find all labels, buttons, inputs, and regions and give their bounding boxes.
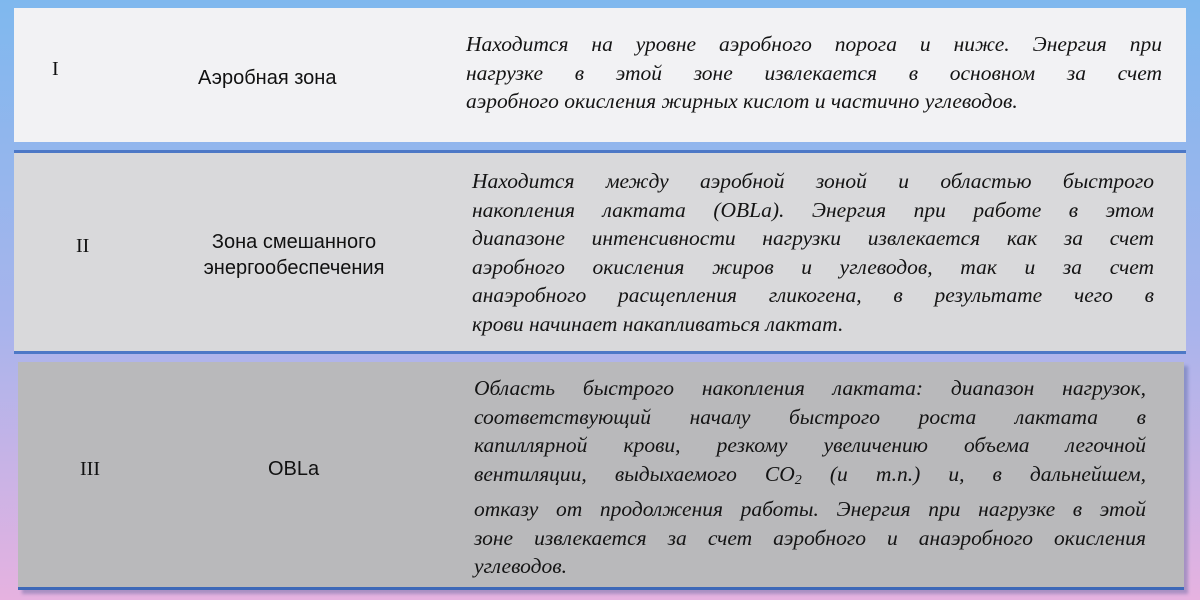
- zone-description: [474, 374, 1146, 581]
- description-line: аэробного окисления жирных кислот и частично углеводов.: [466, 89, 1018, 113]
- description-line: отказу от продолжения работы. Энергия при нагрузке в этой: [474, 497, 1146, 521]
- zone-name: OBLa: [268, 458, 320, 480]
- description-line: капиллярной крови, резкому увеличению объема легочной: [474, 433, 1146, 457]
- description-line: соответствующий началу быстрого роста лактата в: [474, 404, 1146, 429]
- description-line: Находится на уровне аэробного порога и ниже. Энергия при: [466, 32, 1162, 56]
- description-line: анаэробного расщепления гликогена, в результате чего в: [472, 283, 1154, 307]
- zone-number: II: [76, 235, 90, 257]
- zone-description: [472, 167, 1154, 338]
- description-line-co2: [474, 460, 1146, 496]
- description-line: диапазоне интенсивности нагрузки извлекается как за счет: [472, 226, 1154, 250]
- zone-name-line: Зона смешанного: [211, 231, 377, 253]
- description-line: аэробного окисления жиров и углеводов, так и за счет: [472, 254, 1154, 279]
- description-line: углеводов.: [474, 554, 567, 578]
- zone-number: I: [52, 58, 59, 80]
- description-line: нагрузке в этой зоне извлекается в основном за счет: [466, 60, 1162, 85]
- description-line: зоне извлекается за счет аэробного и анаэробного окисления: [474, 525, 1146, 550]
- table-row-zone-3: [18, 362, 1184, 590]
- table-row-zone-2: [14, 150, 1186, 354]
- zone-number: III: [80, 458, 100, 480]
- description-line: Находится между аэробной зоной и областью быстрого: [472, 169, 1154, 193]
- description-line: крови начинает накапливаться лактат.: [472, 311, 844, 336]
- zone-name: Аэробная зона: [198, 67, 337, 89]
- co2-subscript: 2: [794, 472, 802, 488]
- zone-description: [466, 30, 1162, 116]
- description-line: накопления лактата (OBLa). Энергия при работе в этом: [472, 197, 1154, 222]
- zone-name-line: энергообеспечения: [203, 257, 385, 279]
- description-line: Область быстрого накопления лактата: диапазон нагрузок,: [474, 376, 1146, 400]
- table-row-zone-1: [14, 8, 1186, 142]
- co2-text: вентиляции, выдыхаемого CO: [474, 461, 795, 486]
- co2-continuation: (и т.п.) и, в дальнейшем,: [829, 461, 1146, 486]
- zone-name: [184, 229, 404, 281]
